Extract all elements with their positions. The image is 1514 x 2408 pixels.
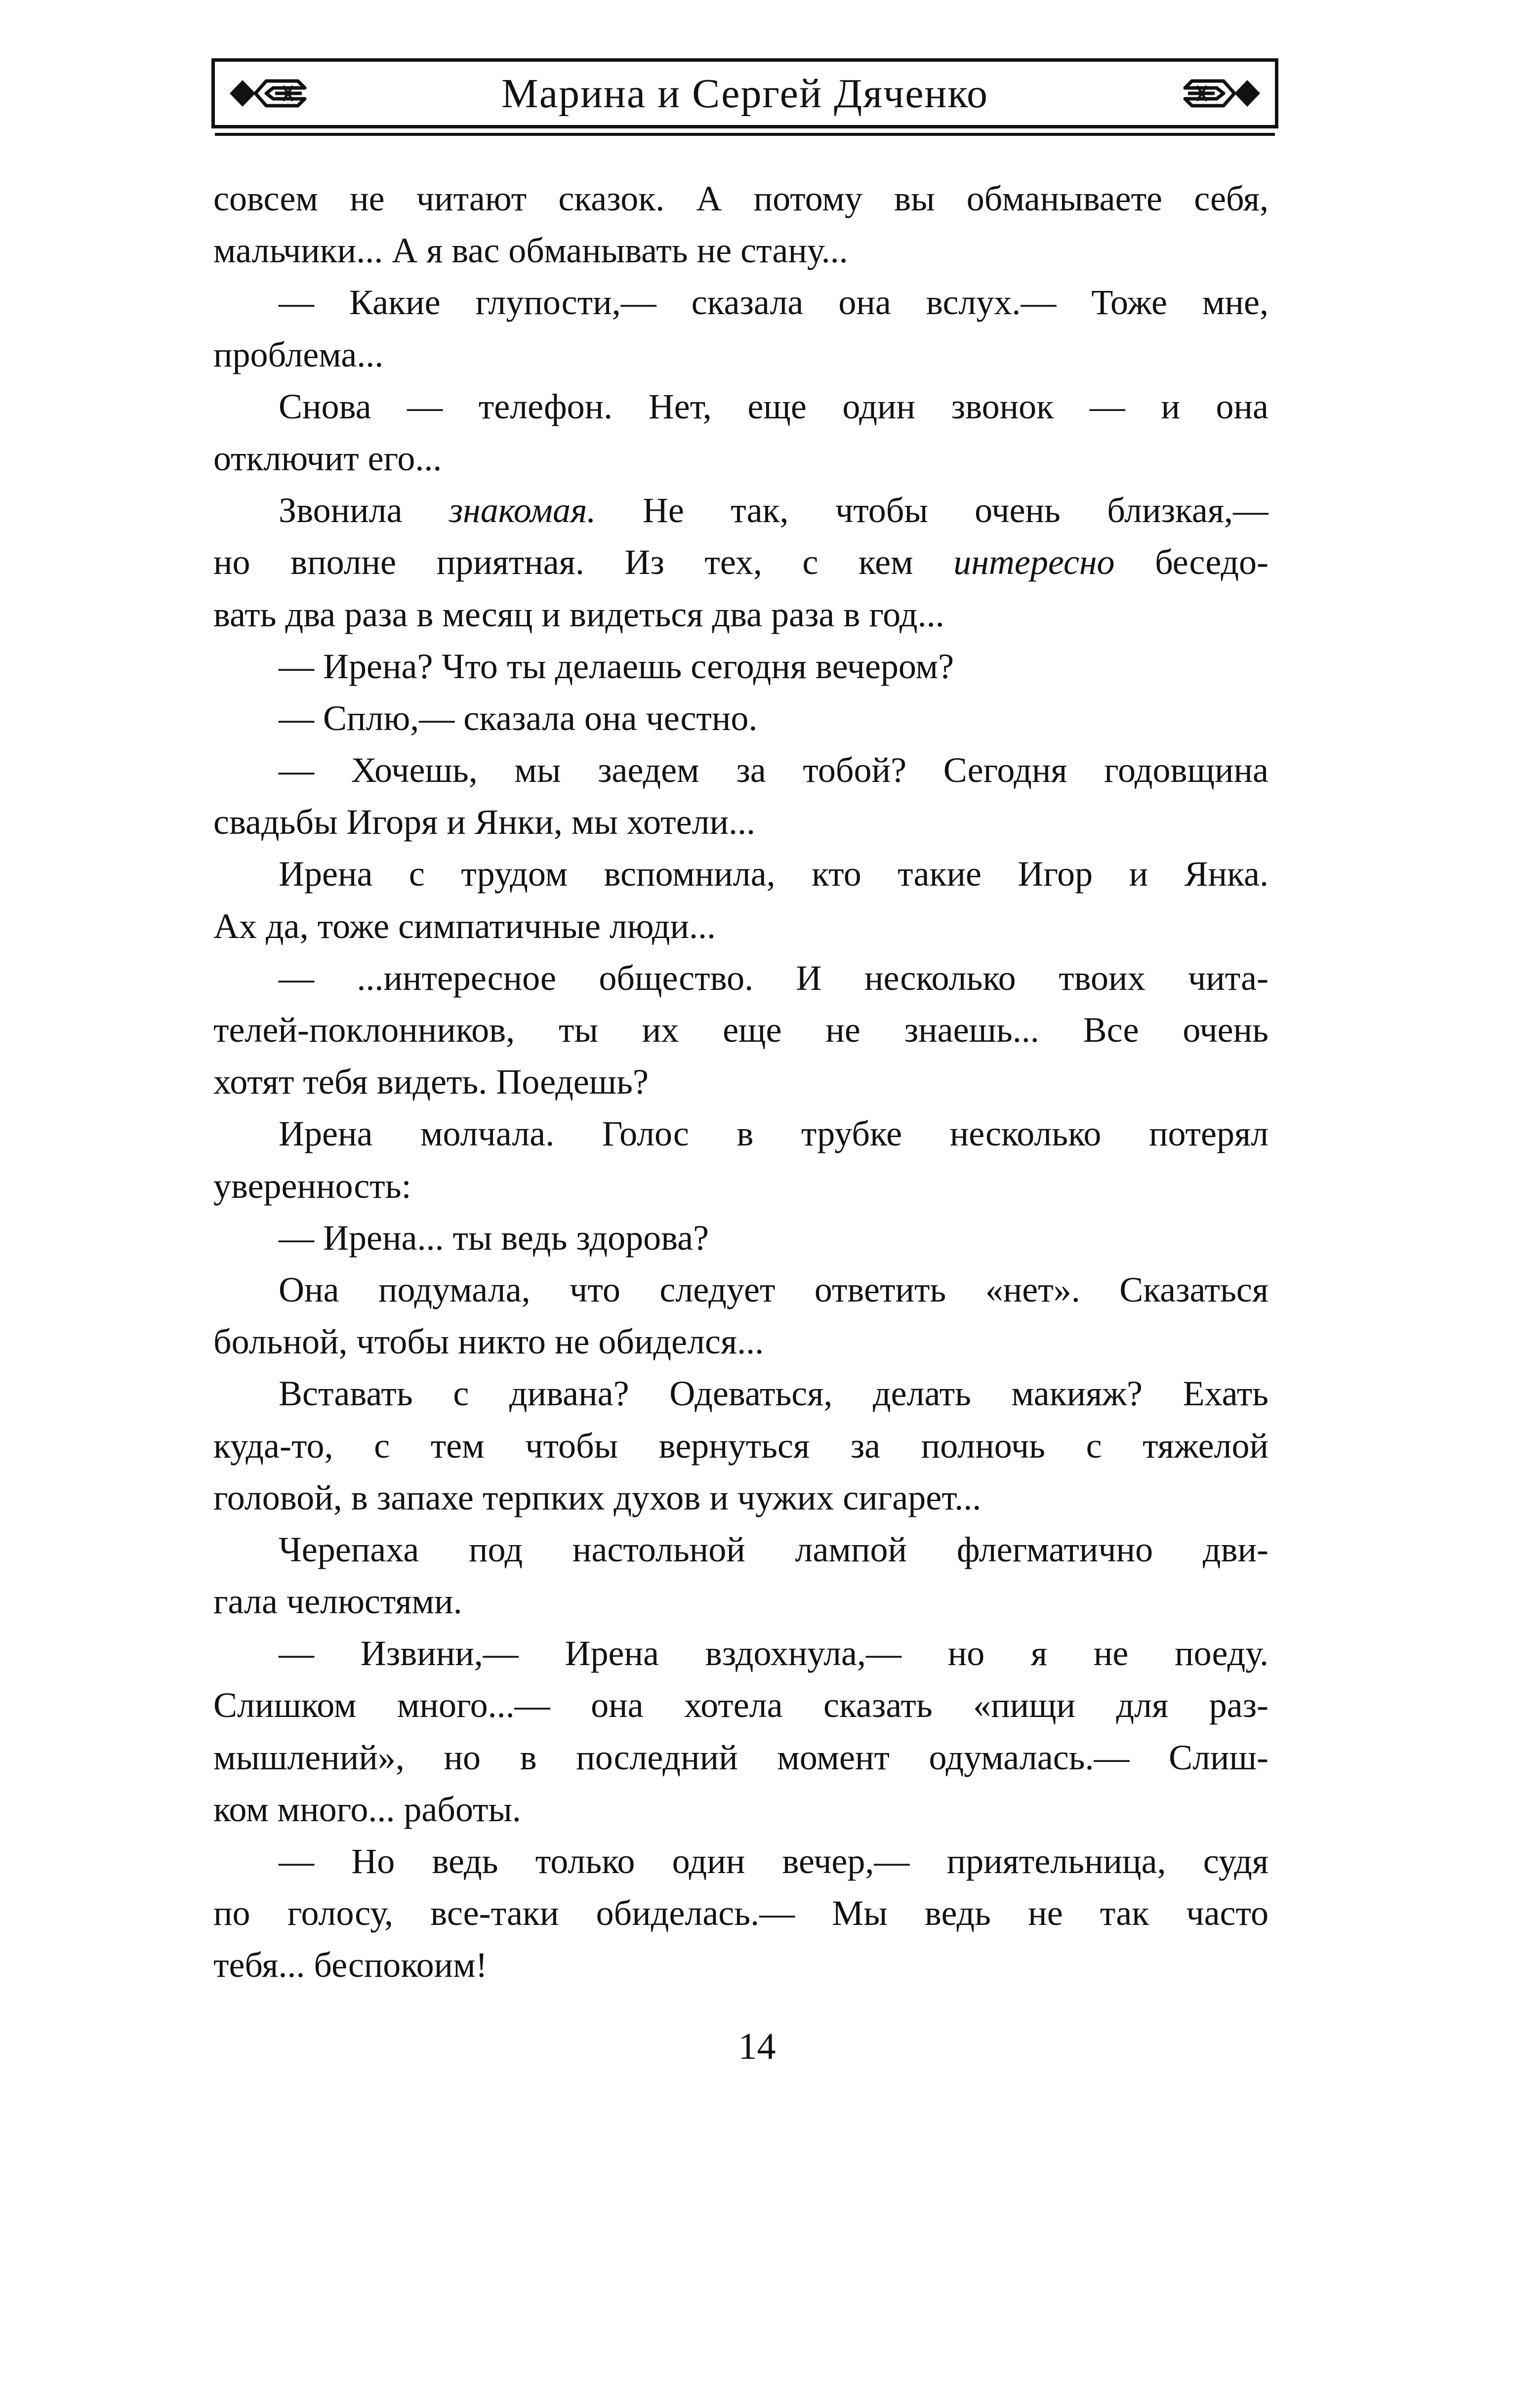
line-text: хотят тебя видеть. Поедешь? [213, 1062, 649, 1102]
line-text: уверенность: [213, 1166, 411, 1206]
line-text: Ирена с трудом вспомнила, кто такие Игор и Янка. [279, 854, 1268, 894]
body-text [213, 173, 1268, 1992]
line-text: Черепаха под настольной лампой флегматично дви- [279, 1529, 1268, 1569]
text-line [213, 1420, 1268, 1472]
line-text: Ирена молчала. Голос в трубке несколько потерял [279, 1114, 1268, 1154]
line-text: больной, чтобы никто не обиделся... [213, 1322, 764, 1362]
line-text: беседо- [1114, 542, 1268, 582]
text-line [213, 693, 1268, 744]
line-text: свадьбы Игоря и Янки, мы хотели... [213, 802, 756, 842]
line-text: Она подумала, что следует ответить «нет». Сказаться [279, 1269, 1268, 1309]
line-text: — Но ведь только один вечер,— приятельница, судя [279, 1841, 1268, 1881]
text-line [213, 1887, 1268, 1939]
text-line [213, 433, 1268, 485]
text-line [213, 1784, 1268, 1836]
line-text: — ...интересное общество. И несколько твоих чита- [279, 958, 1268, 998]
line-text: — Сплю,— сказала она честно. [279, 698, 758, 738]
text-line [213, 1939, 1268, 1991]
line-text: — Извини,— Ирена вздохнула,— но я не поеду. [279, 1633, 1268, 1673]
text-line [213, 1056, 1268, 1108]
header-title: Марина и Сергей Дяченко [501, 70, 988, 117]
line-text: но вполне приятная. Из тех, с кем [213, 542, 954, 582]
text-line [213, 1004, 1268, 1056]
text-line [213, 1524, 1268, 1576]
line-text: Не так, чтобы очень близкая,— [596, 490, 1268, 531]
text-line [213, 1316, 1268, 1368]
line-text: мышлений», но в последний момент одумалась.— Слиш- [213, 1737, 1268, 1777]
text-line [213, 848, 1268, 900]
page-number: 14 [738, 2026, 776, 2067]
text-line [213, 900, 1268, 952]
text-line [213, 1472, 1268, 1524]
line-text: гала челюстями. [213, 1582, 462, 1622]
text-line [213, 536, 1268, 588]
text-line [213, 1679, 1268, 1731]
text-line [213, 225, 1268, 277]
line-text: телей-поклонников, ты их еще не знаешь... Все очень [213, 1010, 1268, 1050]
ornament-icon [224, 66, 308, 121]
text-line [213, 1836, 1268, 1887]
ornament-icon [1182, 66, 1266, 121]
line-text: ком много... работы. [213, 1789, 521, 1829]
line-text: Звонила [279, 490, 449, 531]
text-line [213, 1212, 1268, 1264]
line-text: Слишком много...— она хотела сказать «пищи для раз- [213, 1685, 1268, 1725]
text-line [213, 381, 1268, 433]
line-text: тебя... беспокоим! [213, 1945, 488, 1985]
line-text: — Ирена? Что ты делаешь сегодня вечером? [279, 646, 954, 686]
text-line [213, 1368, 1268, 1420]
text-line [213, 952, 1268, 1004]
line-text: — Хочешь, мы заедем за тобой? Сегодня годовщина [279, 750, 1268, 790]
text-line [213, 1628, 1268, 1679]
text-line [213, 589, 1268, 641]
text-line [213, 796, 1268, 848]
line-text: головой, в запахе терпких духов и чужих сигарет... [213, 1477, 982, 1517]
text-line [213, 1160, 1268, 1212]
line-text: Ах да, тоже симпатичные люди... [213, 906, 716, 946]
line-text: — Какие глупости,— сказала она вслух.— Тоже мне, [279, 283, 1268, 323]
running-header [211, 58, 1278, 128]
line-text: совсем не читают сказок. А потому вы обманываете себя, [213, 179, 1268, 218]
line-text: мальчики... А я вас обманывать не стану... [213, 231, 848, 271]
line-text: по голосу, все-таки обиделась.— Мы ведь не так часто [213, 1893, 1268, 1933]
text-line [213, 1108, 1268, 1160]
text-line [213, 485, 1268, 536]
text-line [213, 173, 1268, 225]
italic-word: интересно [953, 542, 1115, 582]
line-text: проблема... [213, 334, 384, 374]
line-text: вать два раза в месяц и видеться два раза в год... [213, 594, 944, 634]
text-line [213, 329, 1268, 381]
line-text: — Ирена... ты ведь здорова? [279, 1218, 709, 1258]
text-line [213, 1732, 1268, 1784]
line-text: Снова — телефон. Нет, еще один звонок — и она [279, 386, 1268, 426]
italic-word: знакомая. [449, 490, 596, 531]
line-text: отключит его... [213, 438, 442, 478]
text-line [213, 744, 1268, 796]
text-line [213, 641, 1268, 693]
text-line [213, 1264, 1268, 1316]
text-line [213, 277, 1268, 328]
text-line [213, 1576, 1268, 1628]
line-text: куда-то, с тем чтобы вернуться за полночь с тяжелой [213, 1426, 1268, 1466]
line-text: Вставать с дивана? Одеваться, делать макияж? Ехать [279, 1374, 1268, 1414]
